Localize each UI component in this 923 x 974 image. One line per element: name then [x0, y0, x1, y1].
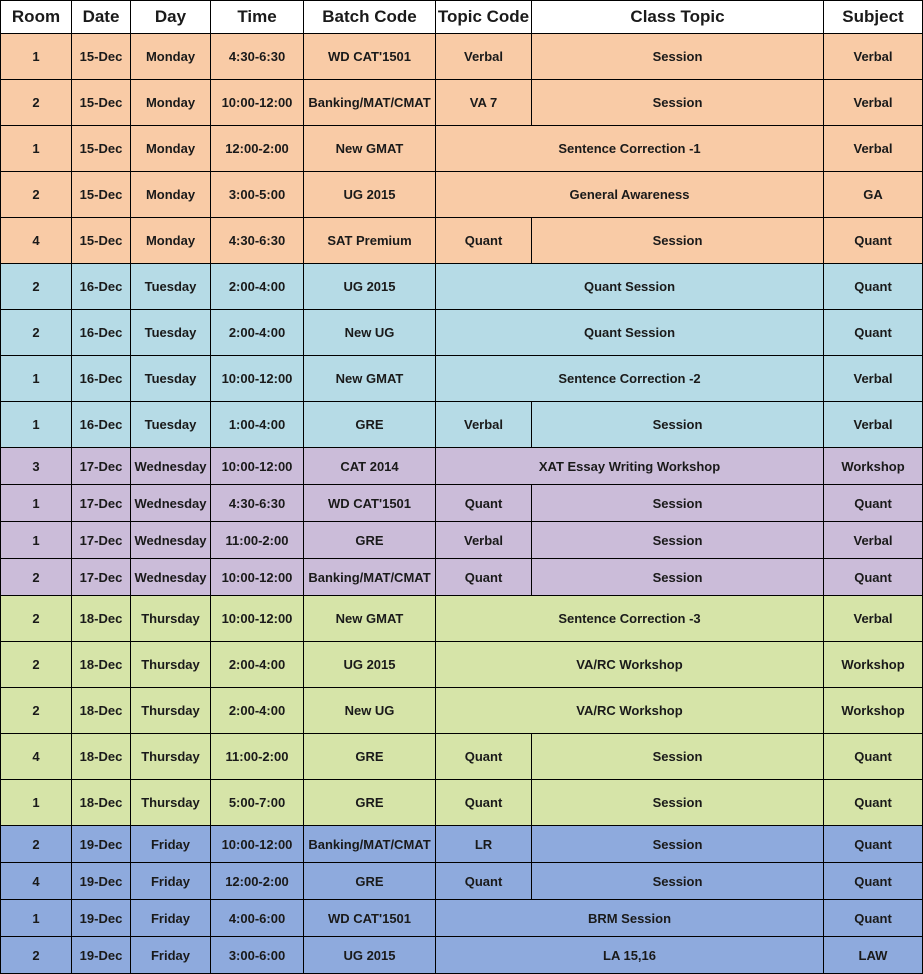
class-topic-cell: Session [532, 826, 824, 863]
room-cell: 2 [1, 688, 72, 734]
date-cell: 19-Dec [72, 937, 131, 974]
class-topic-cell: XAT Essay Writing Workshop [436, 448, 824, 485]
subject-cell: Verbal [824, 596, 923, 642]
day-cell: Friday [131, 826, 211, 863]
day-cell: Friday [131, 863, 211, 900]
topic-code-cell: Quant [436, 734, 532, 780]
room-cell: 1 [1, 522, 72, 559]
table-row [1, 172, 923, 218]
subject-cell: Verbal [824, 522, 923, 559]
time-cell: 5:00-7:00 [211, 780, 304, 826]
room-cell: 1 [1, 485, 72, 522]
batch-cell: CAT 2014 [304, 448, 436, 485]
time-cell: 4:30-6:30 [211, 34, 304, 80]
date-cell: 19-Dec [72, 863, 131, 900]
batch-cell: New GMAT [304, 126, 436, 172]
subject-cell: Verbal [824, 80, 923, 126]
batch-cell: New GMAT [304, 596, 436, 642]
subject-cell: Verbal [824, 126, 923, 172]
class-topic-cell: Session [532, 780, 824, 826]
table-row [1, 34, 923, 80]
table-row [1, 937, 923, 974]
batch-cell: GRE [304, 402, 436, 448]
class-topic-cell: Session [532, 559, 824, 596]
date-cell: 17-Dec [72, 448, 131, 485]
table-row [1, 356, 923, 402]
room-cell: 2 [1, 264, 72, 310]
subject-cell: LAW [824, 937, 923, 974]
time-cell: 10:00-12:00 [211, 80, 304, 126]
room-cell: 2 [1, 642, 72, 688]
day-cell: Wednesday [131, 559, 211, 596]
date-cell: 18-Dec [72, 596, 131, 642]
day-cell: Friday [131, 900, 211, 937]
table-row [1, 448, 923, 485]
subject-cell: GA [824, 172, 923, 218]
day-cell: Wednesday [131, 448, 211, 485]
table-row [1, 642, 923, 688]
room-cell: 2 [1, 172, 72, 218]
time-cell: 2:00-4:00 [211, 310, 304, 356]
date-cell: 19-Dec [72, 826, 131, 863]
class-topic-cell: General Awareness [436, 172, 824, 218]
topic-code-cell: Verbal [436, 522, 532, 559]
subject-cell: Quant [824, 485, 923, 522]
table-row [1, 218, 923, 264]
room-cell: 4 [1, 863, 72, 900]
time-cell: 2:00-4:00 [211, 688, 304, 734]
time-cell: 10:00-12:00 [211, 448, 304, 485]
table-row [1, 826, 923, 863]
topic-code-cell: Quant [436, 863, 532, 900]
class-topic-cell: Session [532, 402, 824, 448]
class-topic-cell: LA 15,16 [436, 937, 824, 974]
table-row [1, 485, 923, 522]
subject-cell: Verbal [824, 402, 923, 448]
subject-cell: Verbal [824, 34, 923, 80]
subject-cell: Quant [824, 863, 923, 900]
topic-code-cell: LR [436, 826, 532, 863]
header-date: Date [72, 1, 131, 34]
day-cell: Monday [131, 126, 211, 172]
room-cell: 2 [1, 559, 72, 596]
batch-cell: WD CAT'1501 [304, 34, 436, 80]
day-cell: Tuesday [131, 356, 211, 402]
day-cell: Wednesday [131, 522, 211, 559]
date-cell: 16-Dec [72, 402, 131, 448]
time-cell: 12:00-2:00 [211, 863, 304, 900]
subject-cell: Workshop [824, 448, 923, 485]
date-cell: 15-Dec [72, 218, 131, 264]
topic-code-cell: Quant [436, 218, 532, 264]
batch-cell: GRE [304, 780, 436, 826]
room-cell: 2 [1, 80, 72, 126]
date-cell: 18-Dec [72, 734, 131, 780]
subject-cell: Quant [824, 559, 923, 596]
table-header-row [1, 1, 923, 34]
day-cell: Monday [131, 34, 211, 80]
batch-cell: Banking/MAT/CMAT [304, 826, 436, 863]
batch-cell: GRE [304, 522, 436, 559]
class-topic-cell: Session [532, 34, 824, 80]
batch-cell: New UG [304, 310, 436, 356]
class-topic-cell: Session [532, 522, 824, 559]
room-cell: 3 [1, 448, 72, 485]
class-topic-cell: Session [532, 863, 824, 900]
subject-cell: Quant [824, 310, 923, 356]
date-cell: 17-Dec [72, 485, 131, 522]
day-cell: Tuesday [131, 264, 211, 310]
batch-cell: New UG [304, 688, 436, 734]
class-topic-cell: Session [532, 218, 824, 264]
time-cell: 3:00-6:00 [211, 937, 304, 974]
table-row [1, 310, 923, 356]
class-topic-cell: VA/RC Workshop [436, 642, 824, 688]
topic-code-cell: Verbal [436, 402, 532, 448]
time-cell: 4:00-6:00 [211, 900, 304, 937]
subject-cell: Workshop [824, 688, 923, 734]
date-cell: 15-Dec [72, 34, 131, 80]
day-cell: Friday [131, 937, 211, 974]
batch-cell: GRE [304, 863, 436, 900]
subject-cell: Quant [824, 264, 923, 310]
time-cell: 3:00-5:00 [211, 172, 304, 218]
topic-code-cell: Quant [436, 559, 532, 596]
room-cell: 2 [1, 937, 72, 974]
date-cell: 18-Dec [72, 642, 131, 688]
header-subject: Subject [824, 1, 923, 34]
time-cell: 2:00-4:00 [211, 642, 304, 688]
time-cell: 10:00-12:00 [211, 596, 304, 642]
table-row [1, 522, 923, 559]
class-topic-cell: Quant Session [436, 310, 824, 356]
batch-cell: GRE [304, 734, 436, 780]
subject-cell: Quant [824, 826, 923, 863]
time-cell: 1:00-4:00 [211, 402, 304, 448]
table-row [1, 863, 923, 900]
batch-cell: UG 2015 [304, 264, 436, 310]
table-row [1, 780, 923, 826]
header-class-topic: Class Topic [532, 1, 824, 34]
date-cell: 15-Dec [72, 80, 131, 126]
subject-cell: Quant [824, 780, 923, 826]
date-cell: 15-Dec [72, 172, 131, 218]
table-row [1, 402, 923, 448]
day-cell: Thursday [131, 688, 211, 734]
date-cell: 17-Dec [72, 559, 131, 596]
batch-cell: SAT Premium [304, 218, 436, 264]
time-cell: 2:00-4:00 [211, 264, 304, 310]
date-cell: 17-Dec [72, 522, 131, 559]
time-cell: 10:00-12:00 [211, 559, 304, 596]
room-cell: 2 [1, 826, 72, 863]
class-topic-cell: Sentence Correction -1 [436, 126, 824, 172]
room-cell: 1 [1, 402, 72, 448]
time-cell: 10:00-12:00 [211, 826, 304, 863]
date-cell: 15-Dec [72, 126, 131, 172]
room-cell: 1 [1, 126, 72, 172]
day-cell: Tuesday [131, 402, 211, 448]
table-row [1, 559, 923, 596]
room-cell: 1 [1, 34, 72, 80]
date-cell: 18-Dec [72, 780, 131, 826]
day-cell: Monday [131, 218, 211, 264]
batch-cell: UG 2015 [304, 172, 436, 218]
batch-cell: Banking/MAT/CMAT [304, 559, 436, 596]
table-row [1, 900, 923, 937]
time-cell: 4:30-6:30 [211, 485, 304, 522]
subject-cell: Verbal [824, 356, 923, 402]
room-cell: 1 [1, 356, 72, 402]
day-cell: Thursday [131, 642, 211, 688]
header-topic-code: Topic Code [436, 1, 532, 34]
day-cell: Wednesday [131, 485, 211, 522]
header-time: Time [211, 1, 304, 34]
class-topic-cell: VA/RC Workshop [436, 688, 824, 734]
time-cell: 11:00-2:00 [211, 734, 304, 780]
batch-cell: UG 2015 [304, 642, 436, 688]
room-cell: 4 [1, 734, 72, 780]
day-cell: Monday [131, 80, 211, 126]
room-cell: 1 [1, 900, 72, 937]
table-row [1, 126, 923, 172]
topic-code-cell: Quant [436, 485, 532, 522]
batch-cell: New GMAT [304, 356, 436, 402]
table-row [1, 734, 923, 780]
subject-cell: Quant [824, 900, 923, 937]
topic-code-cell: Verbal [436, 34, 532, 80]
day-cell: Monday [131, 172, 211, 218]
class-topic-cell: Session [532, 80, 824, 126]
room-cell: 2 [1, 596, 72, 642]
class-topic-cell: Sentence Correction -3 [436, 596, 824, 642]
day-cell: Thursday [131, 780, 211, 826]
date-cell: 16-Dec [72, 264, 131, 310]
day-cell: Thursday [131, 734, 211, 780]
batch-cell: Banking/MAT/CMAT [304, 80, 436, 126]
date-cell: 19-Dec [72, 900, 131, 937]
room-cell: 4 [1, 218, 72, 264]
class-topic-cell: Session [532, 485, 824, 522]
header-day: Day [131, 1, 211, 34]
header-room: Room [1, 1, 72, 34]
header-batch-code: Batch Code [304, 1, 436, 34]
time-cell: 12:00-2:00 [211, 126, 304, 172]
table-row [1, 596, 923, 642]
table-row [1, 80, 923, 126]
day-cell: Tuesday [131, 310, 211, 356]
topic-code-cell: Quant [436, 780, 532, 826]
batch-cell: WD CAT'1501 [304, 485, 436, 522]
batch-cell: WD CAT'1501 [304, 900, 436, 937]
subject-cell: Workshop [824, 642, 923, 688]
time-cell: 4:30-6:30 [211, 218, 304, 264]
time-cell: 11:00-2:00 [211, 522, 304, 559]
class-topic-cell: Quant Session [436, 264, 824, 310]
time-cell: 10:00-12:00 [211, 356, 304, 402]
room-cell: 2 [1, 310, 72, 356]
batch-cell: UG 2015 [304, 937, 436, 974]
subject-cell: Quant [824, 734, 923, 780]
subject-cell: Quant [824, 218, 923, 264]
date-cell: 18-Dec [72, 688, 131, 734]
topic-code-cell: VA 7 [436, 80, 532, 126]
class-topic-cell: Session [532, 734, 824, 780]
day-cell: Thursday [131, 596, 211, 642]
class-topic-cell: Sentence Correction -2 [436, 356, 824, 402]
class-topic-cell: BRM Session [436, 900, 824, 937]
room-cell: 1 [1, 780, 72, 826]
table-row [1, 688, 923, 734]
date-cell: 16-Dec [72, 310, 131, 356]
table-row [1, 264, 923, 310]
date-cell: 16-Dec [72, 356, 131, 402]
